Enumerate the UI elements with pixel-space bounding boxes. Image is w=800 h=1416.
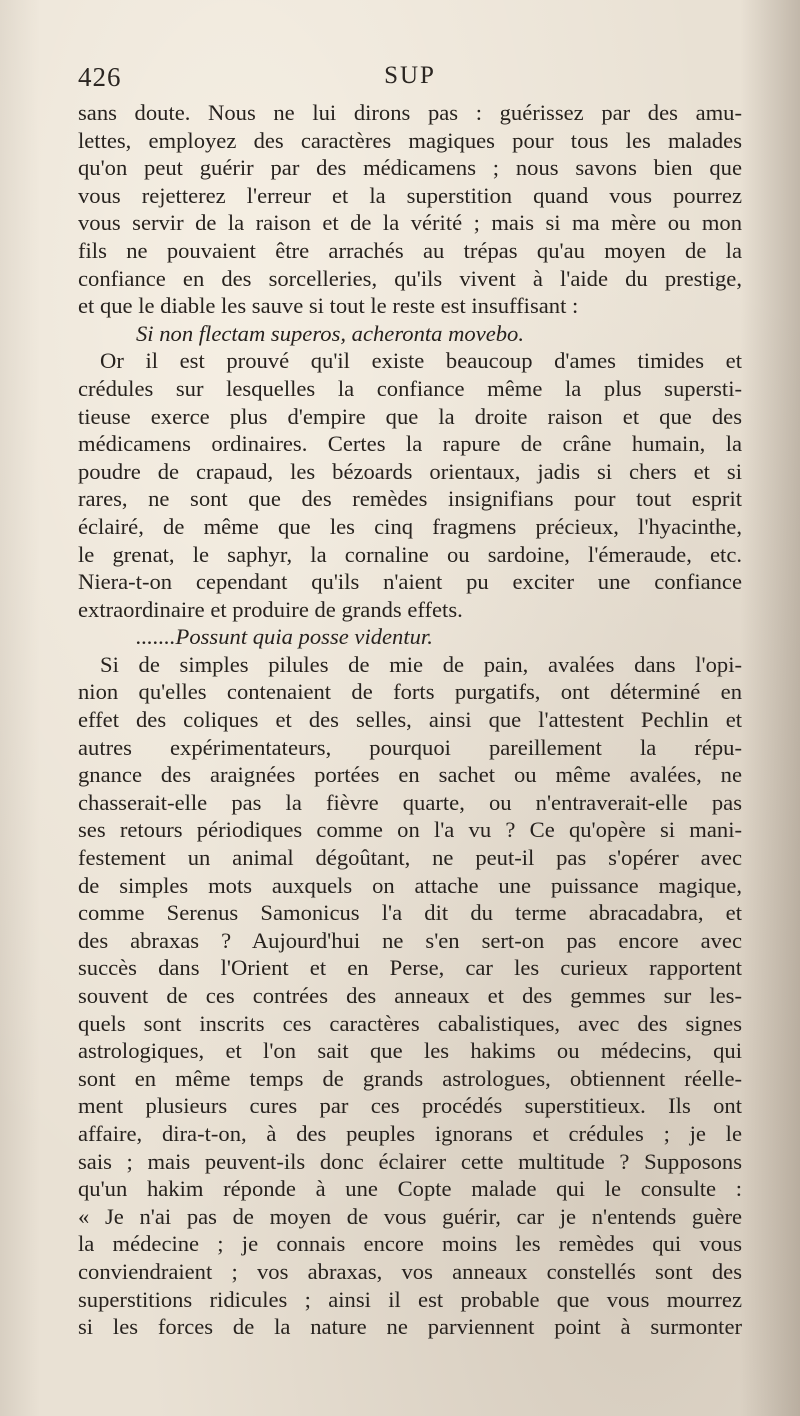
text-line: sais ; mais peuvent-ils donc éclairer cette multitude ? Supposons	[78, 1148, 742, 1174]
text-line: si les forces de la nature ne parviennent point à surmonter	[78, 1314, 742, 1340]
section-title: SUP	[384, 62, 436, 89]
text-line: le grenat, le saphyr, la cornaline ou sardoine, l'émeraude, etc.	[78, 541, 742, 567]
text-line: qu'on peut guérir par des médicamens ; nous savons bien que	[78, 155, 742, 181]
text-line: tieuse exerce plus d'empire que la droite raison et que des	[78, 403, 742, 429]
latin-quotation: Si non flectam superos, acheronta movebo.	[136, 320, 524, 346]
text-line: et que le diable les sauve si tout le reste est insuffisant :	[78, 293, 579, 319]
text-line: vous servir de la raison et de la vérité ; mais si ma mère ou mon	[78, 210, 742, 236]
text-line: crédules sur lesquelles la confiance même la plus supersti-	[78, 375, 742, 401]
latin-quotation: .......Possunt quia posse videntur.	[136, 624, 433, 650]
text-line: qu'un hakim réponde à une Copte malade qui le consulte :	[78, 1176, 742, 1202]
text-line: Or il est prouvé qu'il existe beaucoup d'ames timides et	[100, 348, 742, 374]
text-line: médicamens ordinaires. Certes la rapure de crâne humain, la	[78, 431, 742, 457]
text-line: gnance des araignées portées en sachet ou même avalées, ne	[78, 762, 742, 788]
text-line: éclairé, de même que les cinq fragmens précieux, l'hyacinthe,	[78, 513, 742, 539]
text-line: ment plusieurs cures par ces procédés superstitieux. Ils ont	[78, 1093, 742, 1119]
text-line: ses retours périodiques comme on l'a vu ? Ce qu'opère si mani-	[78, 817, 742, 843]
text-line: la médecine ; je connais encore moins les remèdes qui vous	[78, 1231, 742, 1257]
text-line: confiance en des sorcelleries, qu'ils vivent à l'aide du prestige,	[78, 265, 742, 291]
text-line: lettes, employez des caractères magiques pour tous les malades	[78, 127, 742, 153]
running-head	[78, 62, 742, 96]
text-line: souvent de ces contrées des anneaux et des gemmes sur les-	[78, 983, 742, 1008]
text-line: astrologiques, et l'on sait que les hakims ou médecins, qui	[78, 1038, 742, 1064]
text-line: nion qu'elles contenaient de forts purgatifs, ont déterminé en	[78, 679, 742, 705]
text-line: succès dans l'Orient et en Perse, car les curieux rapportent	[78, 955, 742, 981]
text-line: vous rejetterez l'erreur et la superstition quand vous pourrez	[78, 182, 742, 208]
text-line: Si de simples pilules de mie de pain, avalées dans l'opi-	[100, 651, 742, 677]
text-line: sans doute. Nous ne lui dirons pas : guérissez par des amu-	[78, 100, 742, 125]
text-line: fils ne pouvaient être arrachés au trépas qu'au moyen de la	[78, 237, 742, 263]
text-line: poudre de crapaud, les bézoards orientaux, jadis si chers et si	[78, 458, 742, 484]
text-line: comme Serenus Samonicus l'a dit du terme abracadabra, et	[78, 900, 742, 926]
text-line: sont en même temps de grands astrologues, obtiennent réelle-	[78, 1065, 742, 1091]
text-line: « Je n'ai pas de moyen de vous guérir, car je n'entends guère	[78, 1203, 742, 1229]
text-line: affaire, dira-t-on, à des peuples ignorans et crédules ; je le	[78, 1120, 742, 1146]
text-line: conviendraient ; vos abraxas, vos anneaux constellés sont des	[78, 1258, 742, 1284]
page-number: 426	[78, 62, 122, 92]
text-line: des abraxas ? Aujourd'hui ne s'en sert-on pas encore avec	[78, 927, 742, 953]
text-line: de simples mots auxquels on attache une puissance magique,	[78, 872, 742, 898]
text-line: effet des coliques et des selles, ainsi que l'attestent Pechlin et	[78, 707, 742, 733]
text-line: Niera-t-on cependant qu'ils n'aient pu exciter une confiance	[78, 569, 742, 595]
text-line: festement un animal dégoûtant, ne peut-il pas s'opérer avec	[78, 845, 742, 871]
text-line: chasserait-elle pas la fièvre quarte, ou n'entraverait-elle pas	[78, 789, 742, 815]
text-line: extraordinaire et produire de grands effets.	[78, 596, 463, 622]
body-text	[78, 99, 742, 1341]
text-line: superstitions ridicules ; ainsi il est probable que vous mourrez	[78, 1286, 742, 1312]
text-line: rares, ne sont que des remèdes insignifians pour tout esprit	[78, 486, 742, 512]
text-line: autres expérimentateurs, pourquoi pareillement la répu-	[78, 734, 742, 760]
text-line: quels sont inscrits ces caractères cabalistiques, avec des signes	[78, 1010, 742, 1036]
